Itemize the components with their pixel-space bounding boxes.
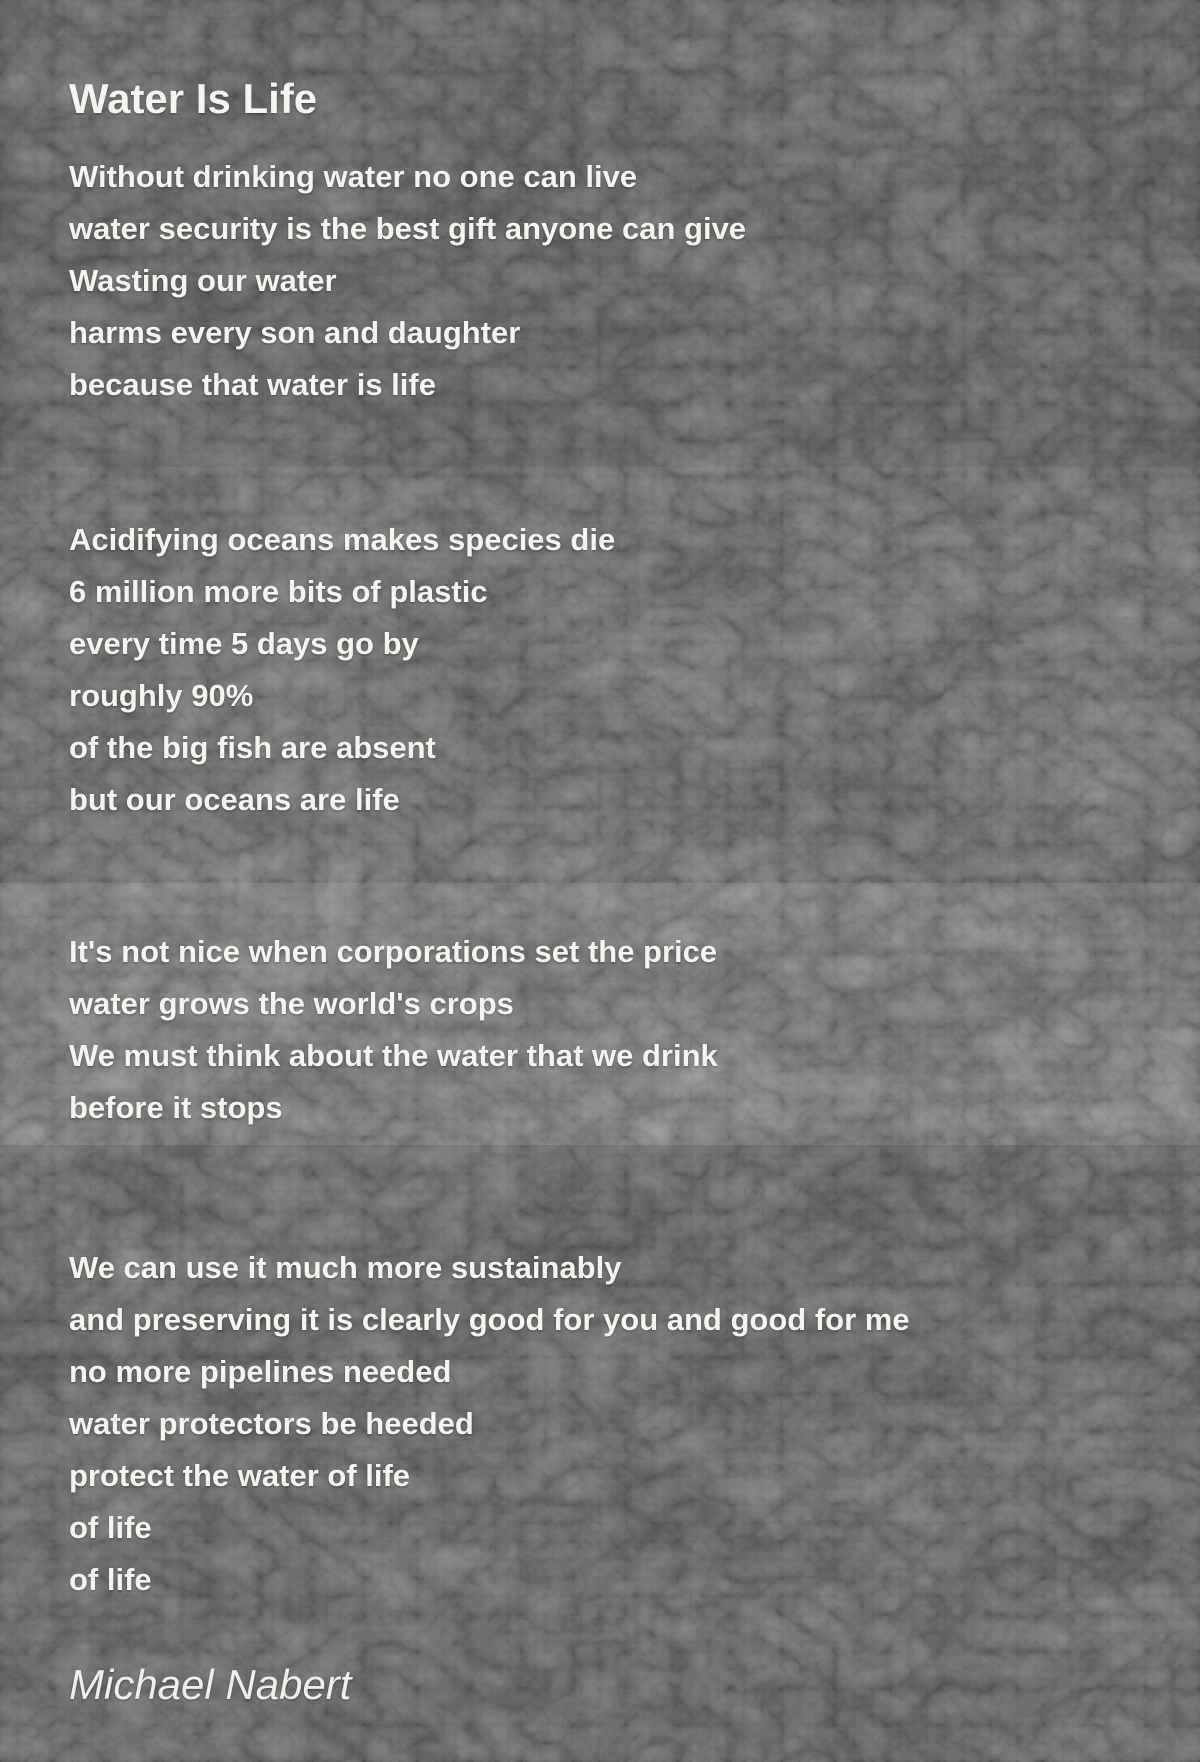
poem-line: water grows the world's crops [69,986,514,1021]
poem-line: water security is the best gift anyone can give [69,211,747,246]
poem-line: It's not nice when corporations set the price [69,934,718,969]
poem-stanza-2 [69,514,615,826]
poem-line: water protectors be heeded [69,1406,474,1441]
poem-line: harms every son and daughter [69,315,521,350]
poem-line: no more pipelines needed [69,1354,452,1389]
poem-line: because that water is life [69,367,436,402]
poem-line: 6 million more bits of plastic [69,574,488,609]
poem-line: Without drinking water no one can live [69,159,638,194]
poem-stanza-1 [69,151,746,411]
poem-author: Michael Nabert [69,1661,352,1708]
poem-line: Acidifying oceans makes species die [69,522,616,557]
poem-line: of the big fish are absent [69,730,436,765]
poem-title: Water Is Life [69,75,318,123]
poem-line: and preserving it is clearly good for you and good for me [69,1302,910,1337]
poem-line: protect the water of life [69,1458,411,1493]
poem-line: before it stops [69,1090,283,1125]
poem-line: every time 5 days go by [69,626,419,661]
poem-line: of life [69,1562,152,1597]
poem-stanza-4 [69,1242,910,1606]
poem-stanza-3 [69,926,718,1134]
poem-line: but our oceans are life [69,782,400,817]
poem-line: roughly 90% [69,678,254,713]
poem-line: Wasting our water [69,263,337,298]
poem-line: of life [69,1510,152,1545]
poem-line: We can use it much more sustainably [69,1250,622,1285]
poem-line: We must think about the water that we drink [69,1038,718,1073]
